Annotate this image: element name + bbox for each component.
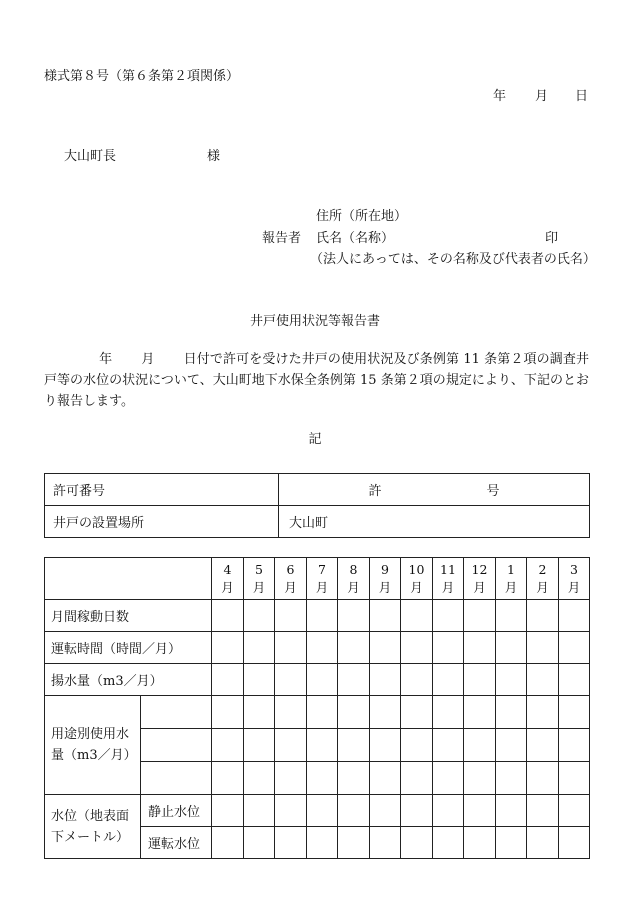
permit-number-label: 許可番号 <box>45 474 279 506</box>
well-location-label: 井戸の設置場所 <box>45 506 279 538</box>
month-header: 1 月 <box>496 558 527 600</box>
water-level-label: 水位（地表面下メートル） <box>45 795 141 859</box>
seal-mark: 印 <box>545 231 559 246</box>
reporter-name-label: 氏名（名称） <box>316 231 395 246</box>
document-title: 井戸使用状況等報告書 <box>249 314 380 329</box>
date-day: 日 <box>575 89 589 104</box>
body-paragraph <box>44 349 589 412</box>
permit-number-prefix: 許 <box>368 484 382 499</box>
month-header-row <box>45 558 590 600</box>
reporter-address-label: 住所（所在地） <box>316 209 408 224</box>
addressee-honorific: 様 <box>207 149 221 164</box>
running-level-label: 運転水位 <box>141 827 212 859</box>
reporter-role-label: 報告者 <box>262 231 302 246</box>
month-header: 6 月 <box>275 558 307 600</box>
addressee-name: 大山町長 <box>64 149 117 164</box>
body-month: 月 <box>141 352 155 367</box>
body-text: 日付で許可を受けた井戸の使用状況及び条例第 11 条第２項の調査井戸等の水位の状況について、大山町地下水保全条例第 15 条第２項の規定により、下記のとおり報告します。 <box>44 352 589 409</box>
month-header: 8 月 <box>338 558 370 600</box>
date-month: 月 <box>535 89 549 104</box>
table-row <box>45 696 590 729</box>
static-level-label: 静止水位 <box>141 795 212 827</box>
ki-mark: 記 <box>308 432 322 447</box>
month-header: 9 月 <box>370 558 401 600</box>
well-location-value: 大山町 <box>279 506 590 538</box>
month-header: 12 月 <box>464 558 496 600</box>
month-header: 2 月 <box>527 558 559 600</box>
usage-by-purpose-label: 用途別使用水量（m3／月） <box>45 696 141 795</box>
corner-cell <box>45 558 212 600</box>
month-header: 3 月 <box>559 558 590 600</box>
permit-table <box>44 473 590 538</box>
table-row <box>45 600 590 632</box>
permit-number-value <box>279 474 590 506</box>
running-time-label: 運転時間（時間／月） <box>45 632 212 664</box>
form-number: 様式第８号（第６条第２項関係） <box>44 69 240 84</box>
reporter-note: （法人にあっては、その名称及び代表者の氏名） <box>310 252 596 267</box>
month-header: 5 月 <box>244 558 275 600</box>
month-header: 4 月 <box>212 558 244 600</box>
date-year: 年 <box>493 89 507 104</box>
table-row <box>45 474 590 506</box>
month-header: 10 月 <box>401 558 433 600</box>
operating-days-label: 月間稼動日数 <box>45 600 212 632</box>
table-row <box>45 506 590 538</box>
usage-table <box>44 557 590 859</box>
month-header: 11 月 <box>433 558 464 600</box>
permit-number-suffix: 号 <box>486 484 500 499</box>
table-row <box>45 795 590 827</box>
body-year: 年 <box>99 352 113 367</box>
table-row <box>45 664 590 696</box>
month-header: 7 月 <box>307 558 338 600</box>
table-row <box>45 632 590 664</box>
pumping-volume-label: 揚水量（m3／月） <box>45 664 212 696</box>
